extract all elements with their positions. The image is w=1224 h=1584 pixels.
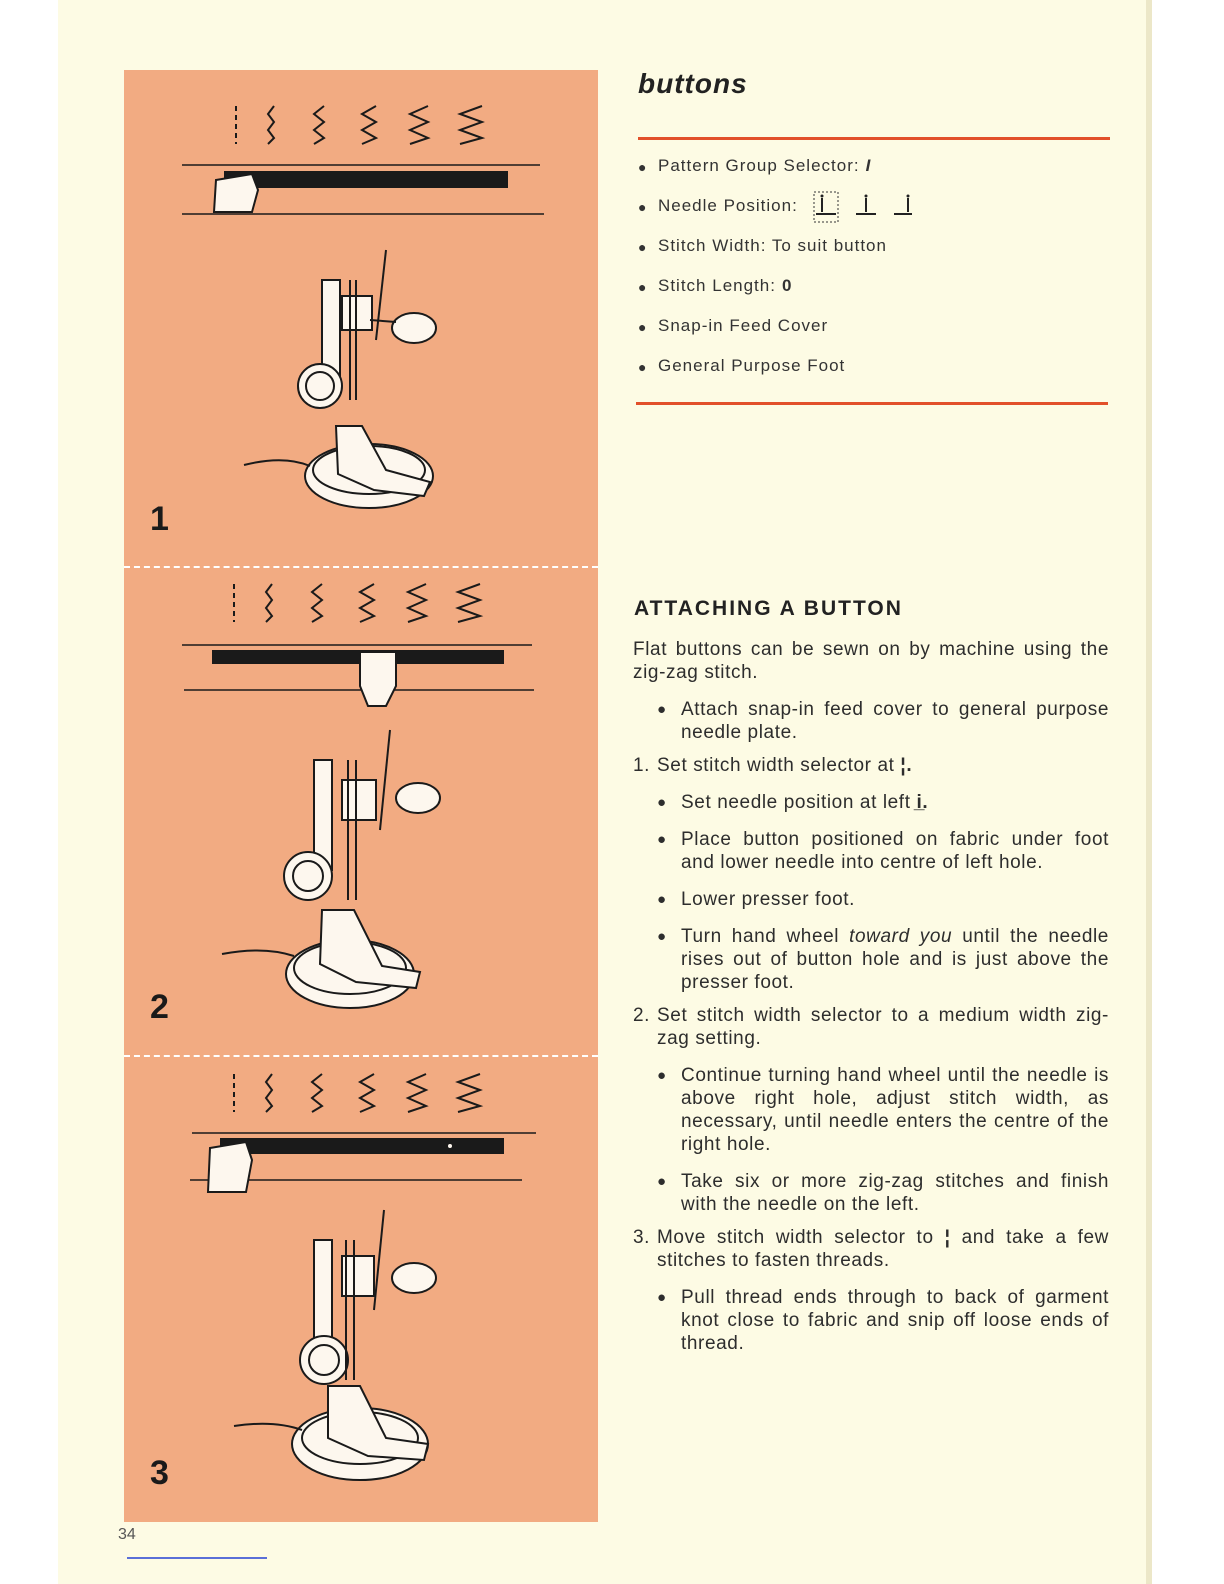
list-item-text: Place button positioned on fabric under foot and lower needle into centre of left hole. [681, 829, 1109, 873]
bullet-icon: ● [638, 319, 648, 335]
bullet-icon: ● [638, 279, 648, 295]
figure-label-3: 3 [150, 1454, 169, 1492]
setting-feed-cover [638, 316, 1108, 356]
presser-foot-drawing [234, 1210, 436, 1480]
stitch-width-symbol: ¦ [944, 1227, 951, 1248]
bullet-icon: ● [657, 1289, 667, 1306]
step-text: Set stitch width selector to a medium width zig-zag setting. [657, 1005, 1109, 1049]
panel-divider [124, 1055, 598, 1057]
list-item-text: Continue turning hand wheel until the needle is above right hole, adjust stitch width, as necessary, until needle enters the centre of the right hole. [681, 1065, 1109, 1155]
bullet-icon: ● [657, 794, 667, 811]
bullet-icon: ● [657, 891, 667, 908]
setting-label: Stitch Width: To suit button [658, 236, 887, 255]
list-item-text: Turn hand wheel [681, 926, 850, 947]
bullet-icon: ● [657, 1067, 667, 1084]
bottom-red-rule [636, 402, 1108, 405]
stitch-width-scale [236, 106, 482, 144]
figure-2-illustration [124, 570, 598, 1058]
list-item-text: Pull thread ends through to back of garment knot close to fabric and snip off loose ends of thread. [681, 1287, 1109, 1354]
figure-3-illustration [124, 1060, 598, 1520]
page-margin-left [0, 0, 58, 1584]
list-item [633, 828, 1109, 874]
needle-left-symbol: i̲. [916, 792, 929, 813]
illustration-panel [124, 70, 598, 1522]
stitch-width-scale [234, 584, 480, 622]
presser-foot-drawing [244, 250, 436, 508]
emphasis-text: toward you [849, 926, 953, 947]
figure-1-illustration [124, 70, 598, 560]
list-item [633, 698, 1109, 744]
list-item [633, 791, 1109, 814]
setting-stitch-width [638, 236, 1108, 276]
page-title: buttons [638, 68, 748, 99]
list-item-text: until the needle rises out of button hole and is just above the presser foot. [681, 926, 1109, 993]
figure-label-1: 1 [150, 500, 169, 538]
setting-label: Needle Position: [658, 196, 798, 215]
bullet-icon: ● [638, 239, 648, 255]
setting-label: Snap-in Feed Cover [658, 316, 829, 335]
selector-slider [182, 165, 544, 214]
list-item [633, 1286, 1109, 1355]
selector-slider [190, 1133, 536, 1192]
bullet-icon: ● [657, 1173, 667, 1190]
step-text: Set stitch width selector at [657, 755, 895, 776]
top-red-rule [638, 137, 1110, 140]
instructions [633, 638, 1109, 1355]
panel-divider [124, 566, 598, 568]
setting-value: 0 [781, 276, 793, 295]
list-item [633, 1170, 1109, 1216]
setting-stitch-length [638, 276, 1108, 316]
setting-needle-position [638, 196, 1108, 236]
selector-slider [182, 645, 534, 706]
page-number: 34 [118, 1526, 136, 1543]
page-margin-right [1146, 0, 1224, 1584]
list-item-text: Set needle position at left [681, 792, 911, 813]
bottom-rule [127, 1557, 267, 1559]
bullet-icon: ● [638, 359, 648, 375]
section-heading: ATTACHING A BUTTON [634, 597, 903, 620]
setting-label: Pattern Group Selector: [658, 156, 860, 175]
list-item [633, 925, 1109, 994]
step-2 [633, 1004, 1109, 1050]
page-edge [1146, 0, 1152, 1584]
bullet-icon: ● [657, 928, 667, 945]
stitch-width-symbol: ¦. [900, 755, 913, 776]
step-number: 2. [633, 1005, 651, 1026]
setting-value: I [865, 156, 872, 175]
bullet-icon: ● [657, 831, 667, 848]
setting-label: General Purpose Foot [658, 356, 846, 375]
needle-position-icons [806, 188, 926, 226]
step-number: 3. [633, 1227, 651, 1248]
bullet-icon: ● [638, 199, 648, 215]
step-text: and take a few stitches to fasten threads. [657, 1227, 1109, 1271]
list-item-text: Lower presser foot. [681, 889, 856, 910]
list-item-text: Attach snap-in feed cover to general purpose needle plate. [681, 699, 1109, 743]
step-number: 1. [633, 755, 651, 776]
presser-foot-drawing [222, 730, 440, 1008]
list-item [633, 888, 1109, 911]
settings-list [638, 156, 1108, 396]
bullet-icon: ● [638, 159, 648, 175]
step-3 [633, 1226, 1109, 1272]
intro-paragraph: Flat buttons can be sewn on by machine using the zig-zag stitch. [633, 639, 1109, 683]
setting-foot [638, 356, 1108, 396]
step-1 [633, 754, 1109, 777]
stitch-width-scale [234, 1074, 480, 1112]
setting-label: Stitch Length: [658, 276, 776, 295]
list-item-text: Take six or more zig-zag stitches and finish with the needle on the left. [681, 1171, 1109, 1215]
step-text: Move stitch width selector to [657, 1227, 934, 1248]
bullet-icon: ● [657, 701, 667, 718]
list-item [633, 1064, 1109, 1156]
figure-label-2: 2 [150, 988, 169, 1026]
